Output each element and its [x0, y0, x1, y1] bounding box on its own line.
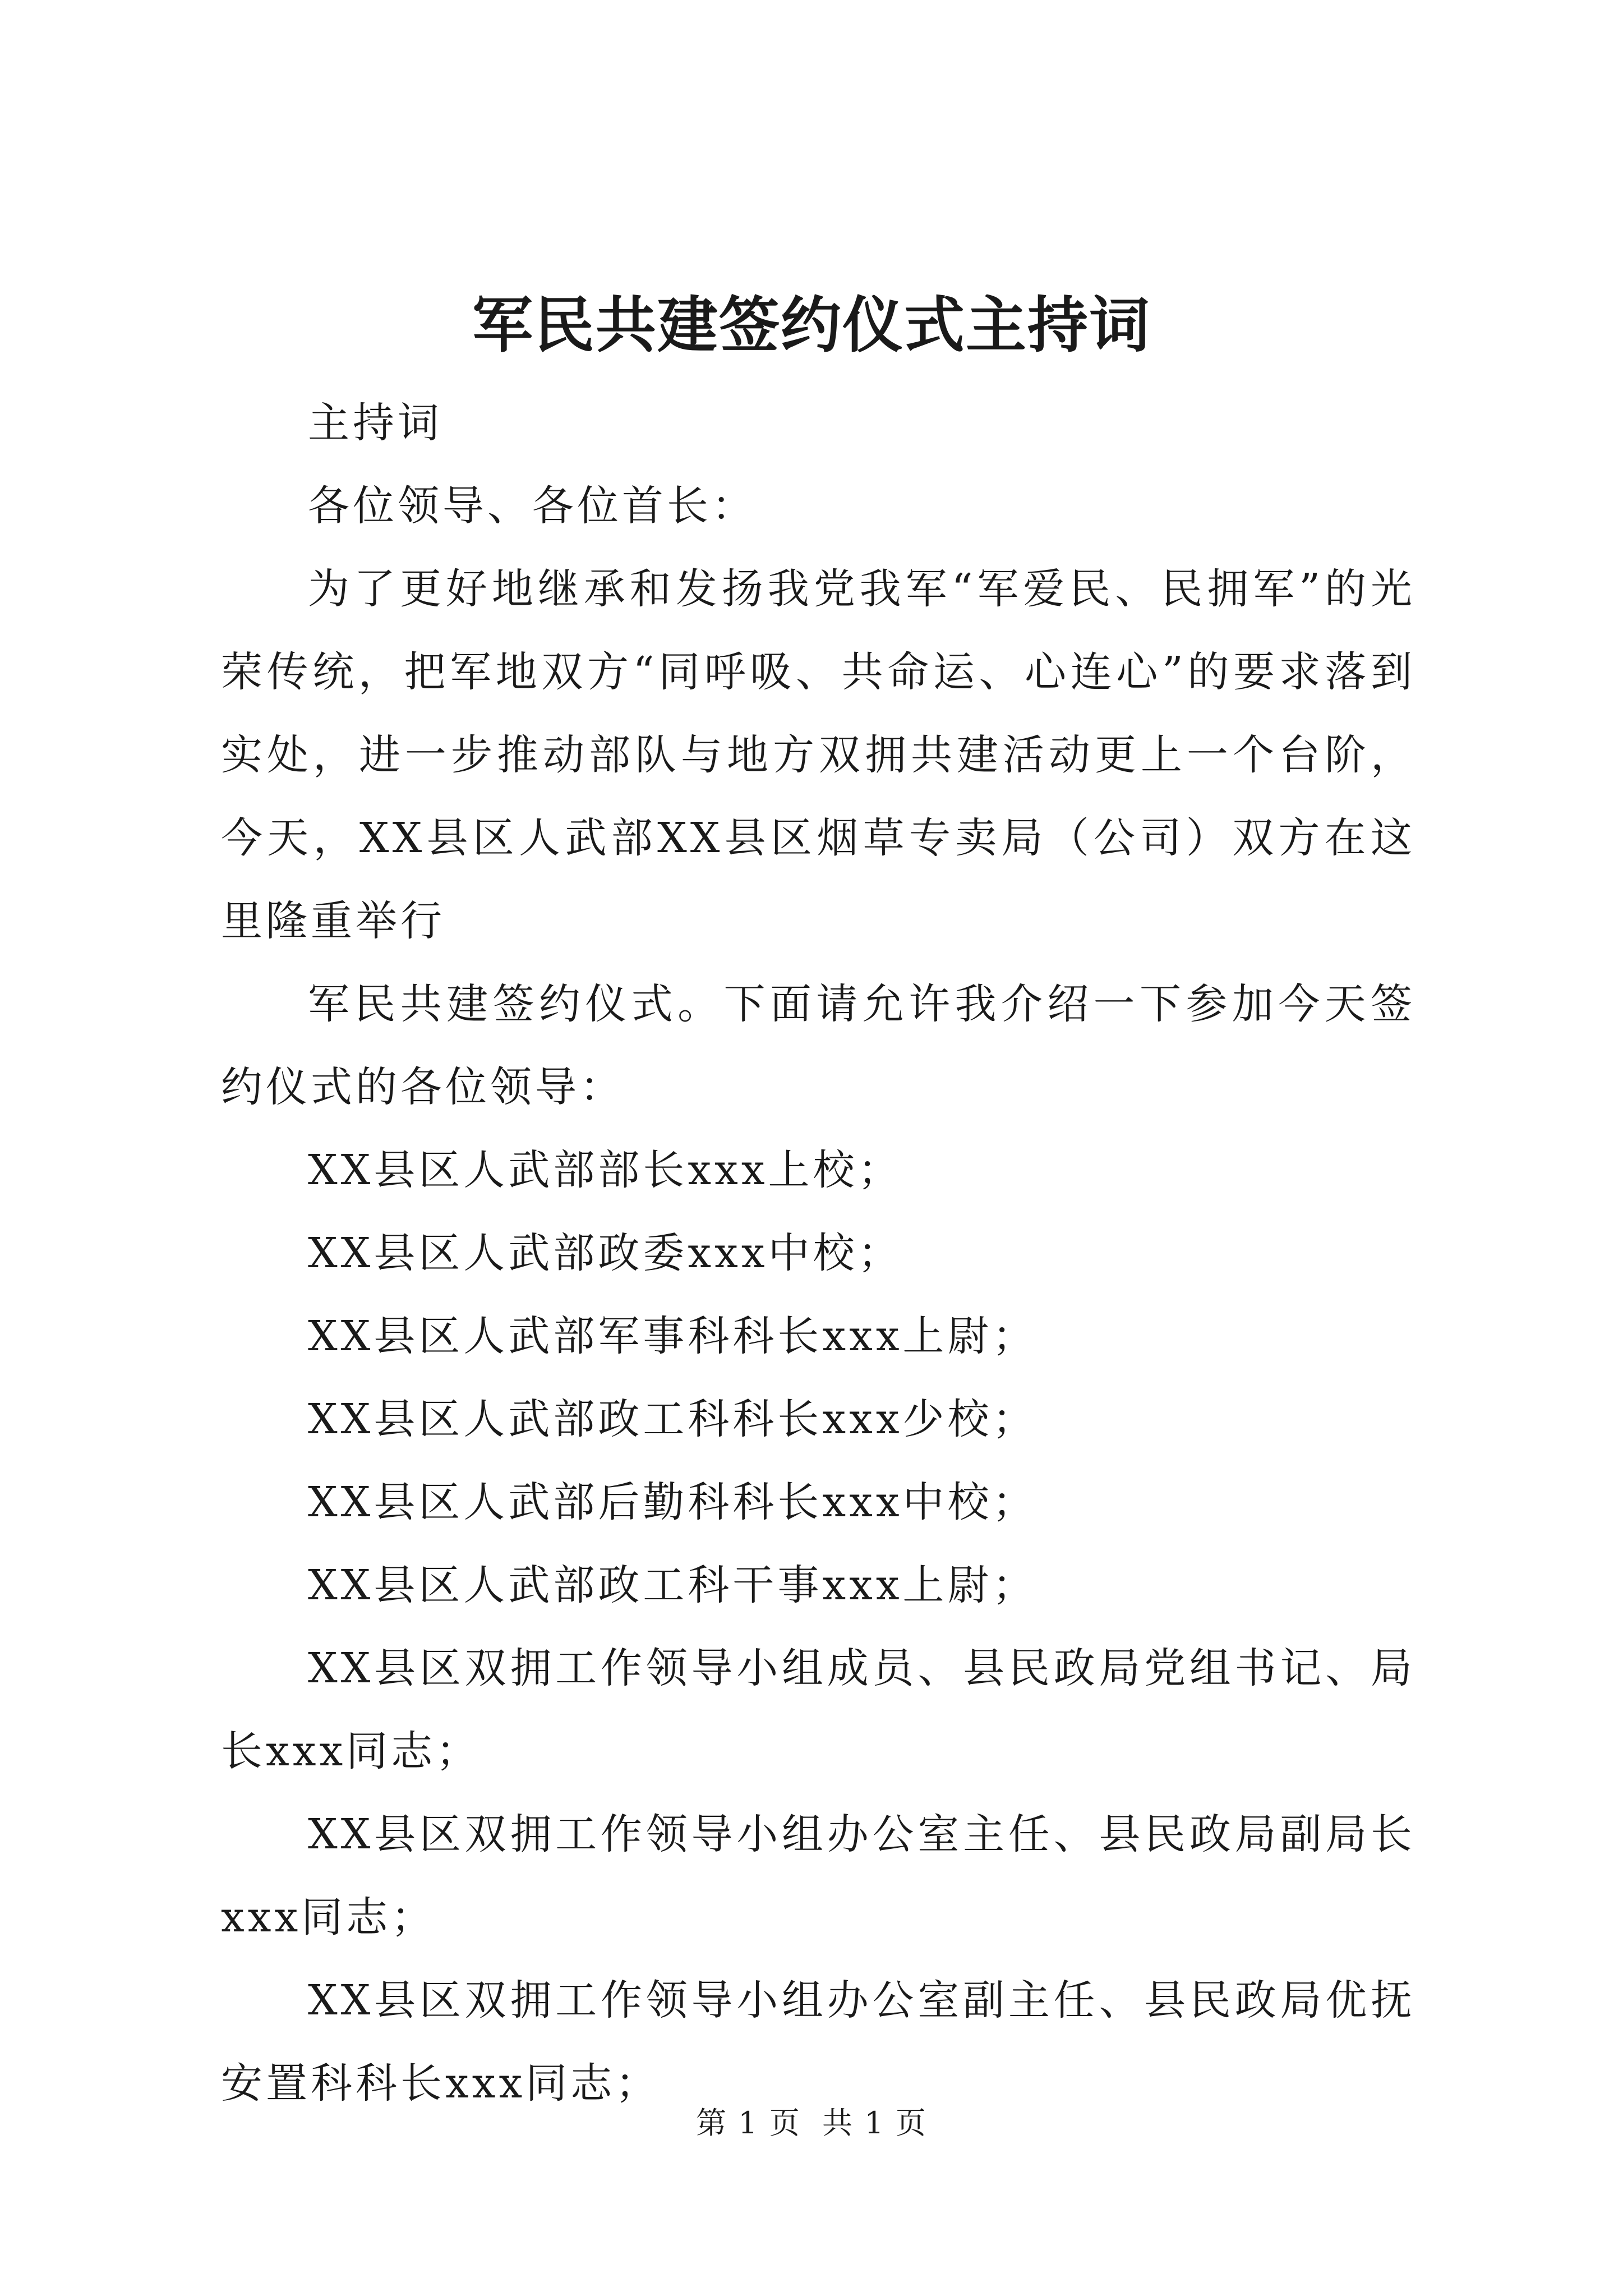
page-number: 第 1 页 共 1 页 — [696, 2105, 927, 2141]
paragraph: XX县区双拥工作领导小组办公室主任、县民政局副局长xxx同志； — [221, 1810, 1415, 1941]
paragraph: XX县区人武部政工科科长xxx少校； — [308, 1395, 1038, 1443]
paragraph: XX县区人武部政工科干事xxx上尉； — [308, 1561, 1038, 1609]
paragraph: 为了更好地继承和发扬我党我军“军爱民、民拥军”的光荣传统，把军地双方“同呼吸、共命运、心连心”的要求落到实处，进一步推动部队与地方双拥共建活动更上一个台阶，今天，XX县区人武部XX县区烟草专卖局（公司）双方在这里隆重举行 — [221, 565, 1415, 945]
paragraph: XX县区双拥工作领导小组成员、县民政局党组书记、局长xxx同志； — [221, 1644, 1415, 1775]
document-title: 军民共建签约仪式主持词 — [472, 290, 1151, 361]
page-footer — [0, 2101, 1623, 2146]
paragraph: XX县区双拥工作领导小组办公室副主任、县民政局优抚安置科科长xxx同志； — [221, 1976, 1415, 2108]
document-body — [221, 381, 1415, 2125]
paragraph: 军民共建签约仪式。下面请允许我介绍一下参加今天签约仪式的各位领导： — [221, 980, 1415, 1111]
paragraph: XX县区人武部军事科科长xxx上尉； — [308, 1312, 1038, 1360]
paragraph: 各位领导、各位首长： — [308, 482, 757, 530]
paragraph: 主持词 — [308, 399, 442, 447]
paragraph: XX县区人武部部长xxx上校； — [308, 1146, 903, 1194]
paragraph: XX县区人武部后勤科科长xxx中校； — [308, 1478, 1038, 1526]
paragraph: XX县区人武部政委xxx中校； — [308, 1229, 903, 1277]
